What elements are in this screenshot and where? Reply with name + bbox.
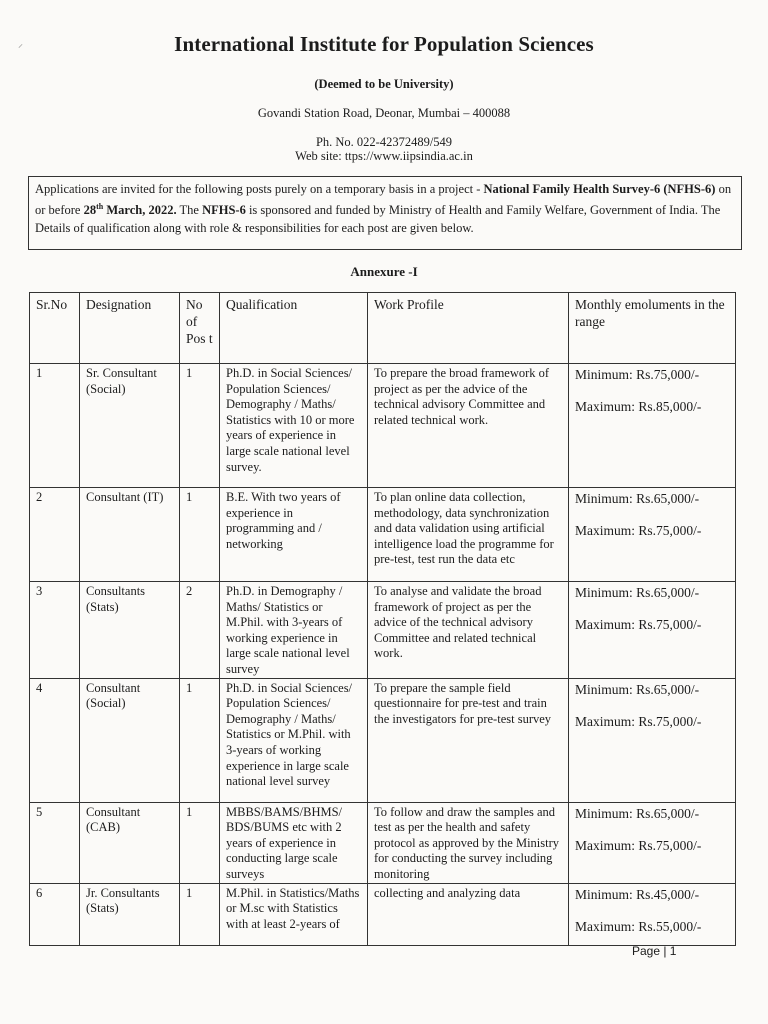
- table-row: [30, 802, 736, 883]
- minimum-salary: Minimum: Rs.65,000/-: [575, 491, 700, 506]
- qualification: MBBS/BAMS/BHMS/ BDS/BUMS etc with 2 years of experience in conducting large scale surveys: [220, 802, 368, 883]
- header-sr-no: Sr.No: [30, 293, 80, 364]
- maximum-salary: Maximum: Rs.75,000/-: [575, 523, 702, 538]
- emoluments: [569, 364, 736, 488]
- table-row: [30, 678, 736, 802]
- institute-address: Govandi Station Road, Deonar, Mumbai – 400088: [257, 106, 511, 120]
- table-row: [30, 883, 736, 945]
- emoluments: [569, 488, 736, 582]
- deadline-rest: March, 2022.: [103, 203, 177, 218]
- institute-phone: Ph. No. 022-42372489/549: [315, 135, 453, 149]
- deadline-date: [84, 203, 177, 217]
- header-emoluments: Monthly emoluments in the range: [569, 293, 736, 364]
- maximum-salary: Maximum: Rs.75,000/-: [575, 713, 702, 729]
- designation: Consultant (IT): [80, 488, 180, 582]
- emoluments: [569, 883, 736, 945]
- no-of-posts: 1: [180, 678, 220, 802]
- intro-text: The: [176, 203, 203, 218]
- table-header-row: [30, 293, 736, 364]
- emoluments: [569, 802, 736, 883]
- work-profile: To follow and draw the samples and test as per the health and safety protocol as approved by the Ministry for conducting the survey including monitoring: [368, 802, 569, 883]
- minimum-salary: Minimum: Rs.45,000/-: [575, 886, 700, 902]
- minimum-salary: Minimum: Rs.65,000/-: [575, 681, 700, 697]
- designation: Consultant (CAB): [80, 802, 180, 883]
- maximum-salary: Maximum: Rs.55,000/-: [575, 918, 702, 934]
- minimum-salary: Minimum: Rs.65,000/-: [575, 585, 700, 600]
- no-of-posts: 1: [180, 364, 220, 488]
- work-profile: To analyse and validate the broad framework of project as per the advice of the technical advisory Committee and related technical work.: [368, 582, 569, 679]
- no-of-posts: 2: [180, 582, 220, 679]
- qualification: Ph.D. in Social Sciences/ Population Sciences/ Demography / Maths/ Statistics with 10 or more years of experience in large scale national level survey.: [220, 364, 368, 488]
- qualification: M.Phil. in Statistics/Maths or M.sc with Statistics with at least 2-years of: [220, 883, 368, 945]
- intro-notice: [28, 176, 742, 250]
- scan-mark: ⸝: [18, 39, 23, 50]
- emoluments: [569, 678, 736, 802]
- deadline-day: 28: [83, 203, 97, 218]
- header-no-of-posts: No of Pos t: [180, 293, 220, 364]
- work-profile: collecting and analyzing data: [368, 883, 569, 945]
- posts-table: [29, 292, 736, 946]
- qualification: Ph.D. in Demography / Maths/ Statistics or M.Phil. with 3-years of working experience in large scale national level survey: [220, 582, 368, 679]
- sr-no: 2: [30, 488, 80, 582]
- designation: Sr. Consultant (Social): [80, 364, 180, 488]
- table-row: [30, 488, 736, 582]
- header-qualification: Qualification: [220, 293, 368, 364]
- designation: Jr. Consultants (Stats): [80, 883, 180, 945]
- sr-no: 4: [30, 678, 80, 802]
- table-row: [30, 364, 736, 488]
- sr-no: 1: [30, 364, 80, 488]
- no-of-posts: 1: [180, 802, 220, 883]
- minimum-salary: Minimum: Rs.75,000/-: [575, 367, 700, 382]
- sr-no: 6: [30, 883, 80, 945]
- sr-no: 3: [30, 582, 80, 679]
- table-row: [30, 582, 736, 679]
- page-number: Page | 1: [632, 944, 677, 958]
- designation: Consultant (Social): [80, 678, 180, 802]
- qualification: B.E. With two years of experience in programming and / networking: [220, 488, 368, 582]
- intro-text: is sponsored and funded by Ministry of Health and Family Welfare, Government of India. The Details of qualification along with role & responsibilities for each post are given below.: [35, 203, 721, 236]
- maximum-salary: Maximum: Rs.75,000/-: [575, 617, 702, 632]
- header-designation: Designation: [80, 293, 180, 364]
- maximum-salary: Maximum: Rs.75,000/-: [575, 837, 702, 853]
- qualification: Ph.D. in Social Sciences/ Population Sciences/ Demography / Maths/ Statistics or M.Phil. with 3-years of working experience in large scale national level survey: [220, 678, 368, 802]
- annexure-heading: Annexure -I: [350, 264, 418, 279]
- no-of-posts: 1: [180, 488, 220, 582]
- intro-text: Applications are invited for the following posts purely on a temporary basis in a project -: [35, 182, 484, 196]
- sr-no: 5: [30, 802, 80, 883]
- project-short-name: NFHS-6: [202, 203, 246, 218]
- header-work-profile: Work Profile: [368, 293, 569, 364]
- deadline-suffix: th: [96, 202, 104, 211]
- no-of-posts: 1: [180, 883, 220, 945]
- institute-title: International Institute for Population Sciences: [174, 32, 594, 56]
- project-name: National Family Health Survey-6 (NFHS-6): [483, 182, 716, 196]
- university-status: (Deemed to be University): [314, 77, 454, 91]
- maximum-salary: Maximum: Rs.85,000/-: [575, 399, 702, 414]
- work-profile: To plan online data collection, methodology, data synchronization and data validation using artificial intelligence load the programme for pre-test, test run the data etc: [368, 488, 569, 582]
- work-profile: To prepare the sample field questionnaire for pre-test and train the investigators for pre-test survey: [368, 678, 569, 802]
- institute-website: Web site: ttps://www.iipsindia.ac.in: [295, 149, 473, 163]
- work-profile: To prepare the broad framework of project as per the advice of the technical advisory Committee and related technical work.: [368, 364, 569, 488]
- intro-text: on or before: [35, 182, 732, 218]
- designation: Consultants (Stats): [80, 582, 180, 679]
- emoluments: [569, 582, 736, 679]
- minimum-salary: Minimum: Rs.65,000/-: [575, 805, 700, 821]
